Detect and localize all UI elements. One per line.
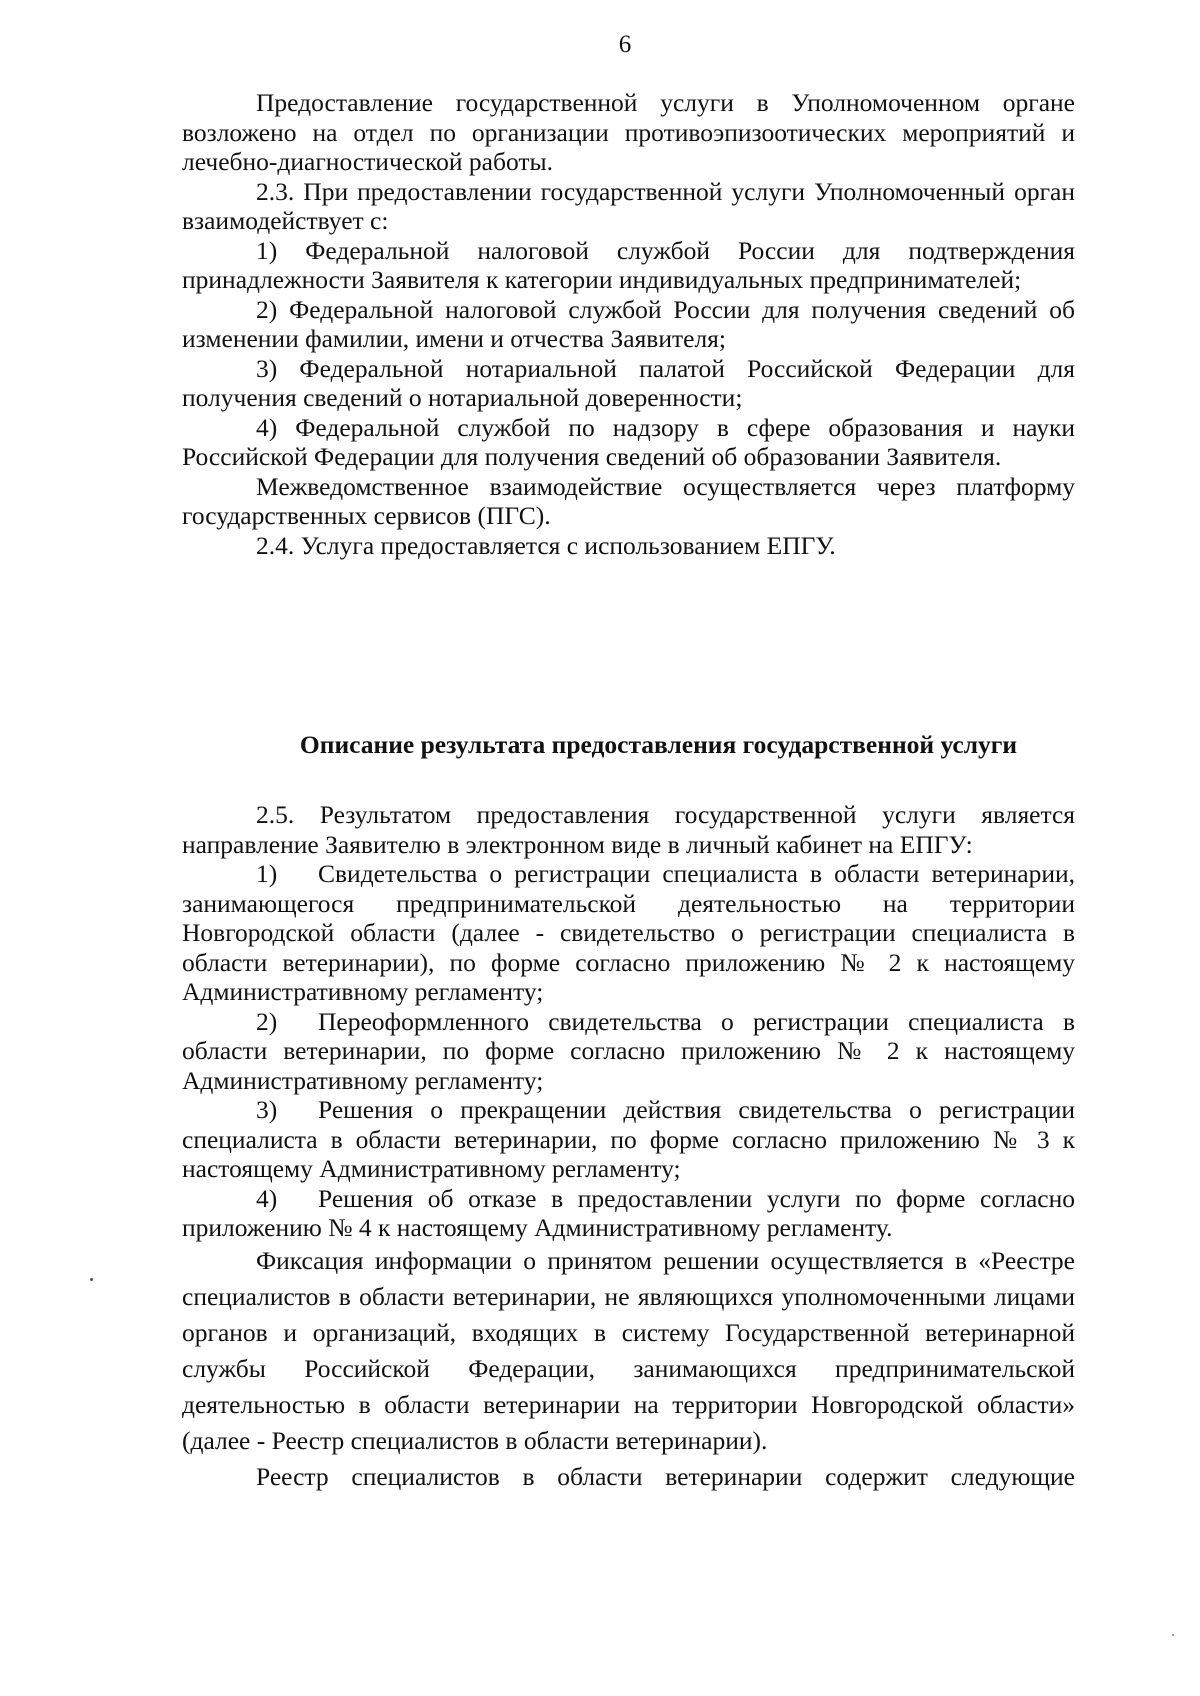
list-item-interaction-4: 4) Федеральной службой по надзору в сфере образования и науки Российской Федерации для получения сведений об образовании Заявителя. — [182, 412, 1075, 471]
scan-speck — [1172, 1634, 1174, 1636]
section-bottom — [182, 800, 1075, 1495]
scan-speck — [90, 1278, 93, 1281]
result-item-text: Решения об отказе в предоставлении услуги по форме согласно приложению № 4 к настоящему Административному регламенту. — [182, 1183, 1075, 1242]
result-item-text: Переоформленного свидетельства о регистрации специалиста в области ветеринарии, по форме согласно приложению № 2 к настоящему Административному регламенту; — [182, 1006, 1075, 1095]
result-item-text: Свидетельства о регистрации специалиста в области ветеринарии, занимающегося предпринимательской деятельностью на территории Новгородской области (далее - свидетельство о регистрации специалиста в области ветеринарии), по форме согласно приложению № 2 к настоящему Административному регламенту; — [182, 859, 1075, 1006]
result-item-number: 1) — [256, 859, 278, 888]
list-item-interaction-3: 3) Федеральной нотариальной палатой Российской Федерации для получения сведений о нотариальной доверенности; — [182, 353, 1075, 412]
paragraph-registry-fixation: Фиксация информации о принятом решении осуществляется в «Реестре специалистов в области ветеринарии, не являющихся уполномоченными лицами органов и организаций, входящих в систему Государственной ветеринарной службы Российской Федерации, занимающихся предпринимательской деятельностью в области ветеринарии на территории Новгородской области» (далее - Реестр специалистов в области ветеринарии). — [182, 1245, 1075, 1455]
list-item-interaction-2: 2) Федеральной налоговой службой России для получения сведений об изменении фамилии, имени и отчества Заявителя; — [182, 294, 1075, 353]
list-item-interaction-1: 1) Федеральной налоговой службой России для подтверждения принадлежности Заявителя к категории индивидуальных предпринимателей; — [182, 235, 1075, 294]
paragraph-interagency: Межведомственное взаимодействие осуществляется через платформу государственных сервисов (ПГС). — [182, 471, 1075, 530]
result-item-4 — [182, 1184, 1075, 1243]
result-item-number: 3) — [256, 1095, 278, 1124]
paragraph-2-5: 2.5. Результатом предоставления государственной услуги является направление Заявителю в электронном виде в личный кабинет на ЕПГУ: — [182, 800, 1075, 859]
result-item-3 — [182, 1095, 1075, 1184]
result-item-number: 4) — [256, 1183, 278, 1213]
paragraph-registry-contents: Реестр специалистов в области ветеринарии содержит следующие — [256, 1461, 1075, 1491]
section-heading: Описание результата предоставления государственной услуги — [299, 730, 1018, 759]
result-item-text: Решения о прекращении действия свидетельства о регистрации специалиста в области ветеринарии, по форме согласно приложению № 3 к настоящему Административному регламенту; — [182, 1095, 1075, 1183]
page-number: 6 — [618, 31, 632, 58]
paragraph-responsible-department: Предоставление государственной услуги в Уполномоченном органе возложено на отдел по организации противоэпизоотических мероприятий и лечебно-диагностической работы. — [182, 88, 1075, 176]
section-top — [182, 88, 1075, 560]
paragraph-2-3: 2.3. При предоставлении государственной услуги Уполномоченный орган взаимодействует с: — [182, 176, 1075, 235]
paragraph-2-4: 2.4. Услуга предоставляется с использованием ЕПГУ. — [256, 530, 836, 560]
result-item-1 — [182, 859, 1075, 1007]
result-item-2 — [182, 1007, 1075, 1096]
result-item-number: 2) — [256, 1006, 278, 1036]
